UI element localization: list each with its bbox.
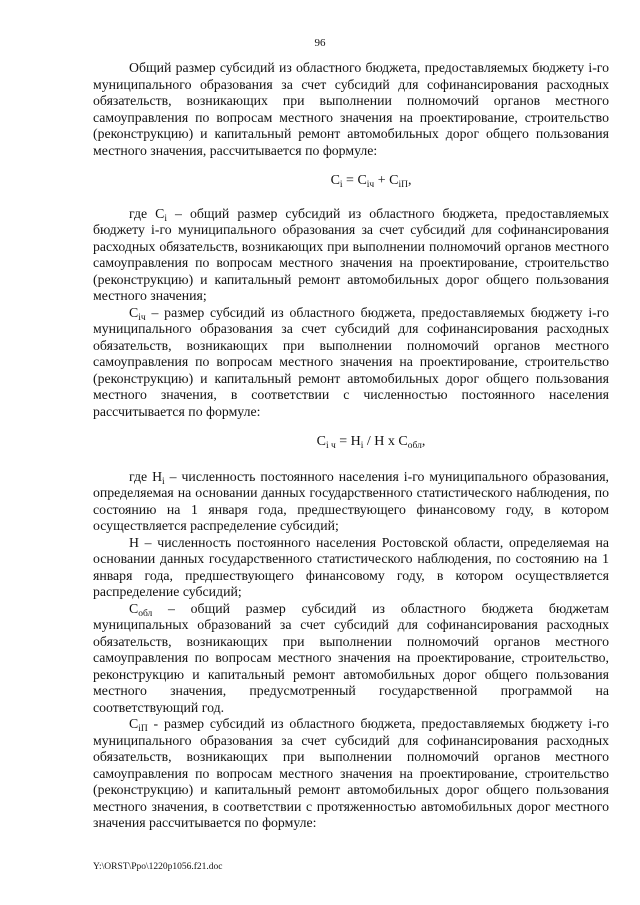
- paragraph-cip-definition: $C_{iП}$ - размер субсидий из областного бюджета, предоставляемых бюджету i-го муниципального образования за счет субсидий для софинансирования расходных обязательств, возникающих при выполнении полномочий органов местного самоуправления по вопросам местного значения на проектирование, строительство (реконструкцию) и капитальный ремонт автомобильных дорог общего пользования местного значения, в соответствии с протяженностью автомобильных дорог местного значения рассчитывается по формуле:: [93, 716, 609, 830]
- footer-file-path: Y:\ORST\Ppo\1220p1056.f21.doc: [93, 862, 223, 872]
- page-number: 96: [314, 37, 326, 49]
- formula-population-subsidy: $C_{i ч} = H_i / H$ x $C_{обл}$,: [316, 434, 426, 451]
- paragraph-cobl-definition: $C_{обл}$ – общий размер субсидий из областного бюджета бюджетам муниципальных образований за счет субсидий для софинансирования расходных обязательств, возникающих при выполнении полномочий органов местного самоуправления по вопросам местного значения на проектирование, строительство, реконструкцию и капитальный ремонт автомобильных дорог общего пользования местного значения, предусмотренный государственной программой на соответствующий год.: [93, 600, 609, 715]
- paragraph-intro: Общий размер субсидий из областного бюджета, предоставляемых бюджету i-го муниципального образования за счет субсидий для софинансирования расходных обязательств, возникающих при выполнении полномочий органов местного самоуправления по вопросам местного значения на проектирование, строительство (реконструкцию) и капитальный ремонт автомобильных дорог общего пользования местного значения, рассчитывается по формуле:: [93, 60, 609, 158]
- paragraph-hi-definition: где $H_i$ – численность постоянного населения i-го муниципального образования, определяемая на основании данных государственного статистического наблюдения, по состоянию на 1 января года, предшествующего финансовому году, в котором осуществляется распределение субсидий;: [93, 468, 610, 533]
- formula-total-subsidy: $C_i = C_{iч} + C_{iП}$,: [330, 173, 412, 190]
- paragraph-ci-definition: где $C_i$ – общий размер субсидий из областного бюджета, предоставляемых бюджету i-го муниципального образования за счет субсидий для софинансирования расходных обязательств, возникающих при выполнении полномочий органов местного самоуправления по вопросам местного значения на проектирование, строительство (реконструкцию) и капитальный ремонт автомобильных дорог общего пользования местного значения;: [93, 205, 609, 303]
- paragraph-cich-definition: $C_{iч}$ – размер субсидий из областного бюджета, предоставляемых бюджету i-го муниципального образования за счет субсидий для софинансирования расходных обязательств, возникающих при выполнении полномочий органов местного самоуправления по вопросам местного значения на проектирование, строительство (реконструкцию) и капитальный ремонт автомобильных дорог общего пользования местного значения, в соответствии с численностью постоянного населения рассчитывается по формуле:: [93, 304, 609, 419]
- document-body: [93, 60, 609, 832]
- paragraph-h-definition: H – численность постоянного населения Ростовской области, определяемая на основании данных государственного статистического наблюдения, по состоянию на 1 января года, предшествующего финансовому году, в котором осуществляется распределение субсидий;: [93, 534, 609, 599]
